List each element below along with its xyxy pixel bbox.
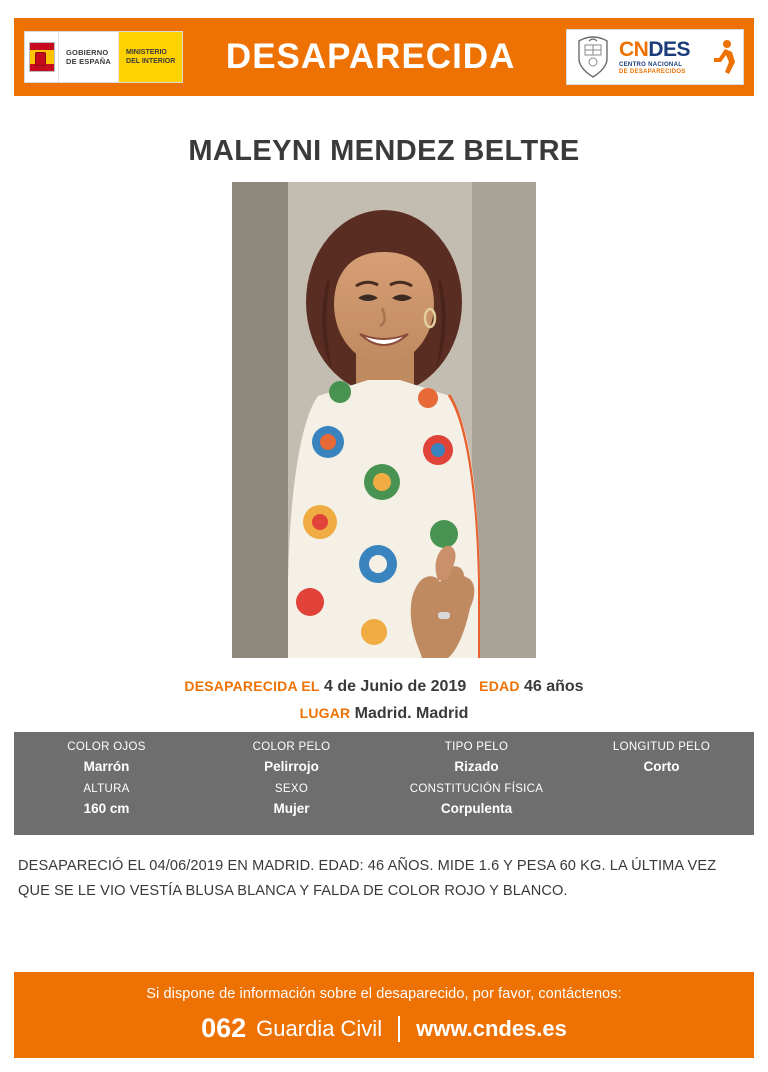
runner-icon [711, 38, 737, 76]
contact-prompt: Si dispone de información sobre el desaparecido, por favor, contáctenos: [146, 986, 622, 1002]
detail-eye-color [14, 732, 199, 774]
details-row-1 [14, 732, 754, 774]
detail-value: 160 cm [83, 801, 130, 816]
detail-value: Corto [643, 759, 680, 774]
poster-header [14, 18, 754, 96]
place-row [0, 705, 768, 723]
cndes-wordmark [613, 39, 711, 75]
cndes-des-text: DES [648, 38, 691, 61]
detail-hair-length [569, 732, 754, 774]
detail-build [384, 774, 569, 816]
detail-label: TIPO PELO [444, 741, 509, 753]
detail-value: Corpulenta [440, 801, 513, 816]
detail-value: Rizado [454, 759, 499, 774]
missing-date-row [0, 678, 768, 696]
detail-height [14, 774, 199, 816]
coat-of-arms-icon [573, 35, 613, 79]
ministry-line-2: DEL INTERIOR [126, 58, 176, 65]
detail-label: SEXO [274, 783, 309, 795]
spain-flag-icon [25, 32, 59, 82]
detail-label: CONSTITUCIÓN FÍSICA [409, 783, 544, 795]
case-description: DESAPARECIÓ EL 04/06/2019 EN MADRID. EDAD: 46 AÑOS. MIDE 1.6 Y PESA 60 KG. LA ÚLTIMA VEZ QUE SE LE VIO VESTÍA BLUSA BLANCA Y FALDA DE COLOR ROJO Y BLANCO. [18, 858, 717, 899]
person-name: MALEYNI MENDEZ BELTRE [188, 135, 580, 167]
detail-value: Mujer [273, 801, 310, 816]
government-label [59, 32, 119, 82]
missing-since-label: DESAPARECIDA EL [184, 678, 320, 694]
detail-label: LONGITUD PELO [612, 741, 711, 753]
physical-details-table [14, 732, 754, 835]
phone-number[interactable]: 062 [201, 1013, 247, 1043]
page-title: DESAPARECIDA [225, 37, 516, 76]
cndes-subtitle-2: DE DESAPARECIDOS [619, 69, 686, 75]
cndes-logo [566, 29, 744, 85]
detail-empty [569, 774, 754, 816]
age-value: 46 años [523, 678, 584, 695]
cndes-subtitle-1: CENTRO NACIONAL [619, 62, 683, 68]
person-photo [232, 182, 536, 658]
place-label: LUGAR [299, 705, 351, 721]
gov-line-2: DE ESPAÑA [66, 57, 112, 66]
contact-row [14, 1013, 754, 1044]
detail-label: ALTURA [83, 783, 130, 795]
detail-label: COLOR OJOS [67, 741, 146, 753]
detail-hair-type [384, 732, 569, 774]
detail-value: Marrón [83, 759, 130, 774]
ministry-line-1: MINISTERIO [126, 49, 167, 56]
ministry-label [119, 32, 182, 82]
government-logo [24, 31, 183, 83]
detail-value: Pelirrojo [264, 759, 319, 774]
website-link[interactable]: www.cndes.es [416, 1015, 567, 1041]
missing-since-value: 4 de Junio de 2019 [323, 678, 467, 695]
detail-hair-color [199, 732, 384, 774]
gov-line-1: GOBIERNO [66, 47, 109, 57]
organization-name: Guardia Civil [256, 1015, 383, 1041]
poster-footer [14, 972, 754, 1058]
detail-sex [199, 774, 384, 816]
detail-label: COLOR PELO [252, 741, 331, 753]
cndes-cn-text: CN [619, 38, 649, 61]
details-row-2 [14, 774, 754, 816]
age-label: EDAD [479, 678, 520, 694]
place-value: Madrid. Madrid [354, 705, 469, 722]
divider [398, 1016, 400, 1042]
